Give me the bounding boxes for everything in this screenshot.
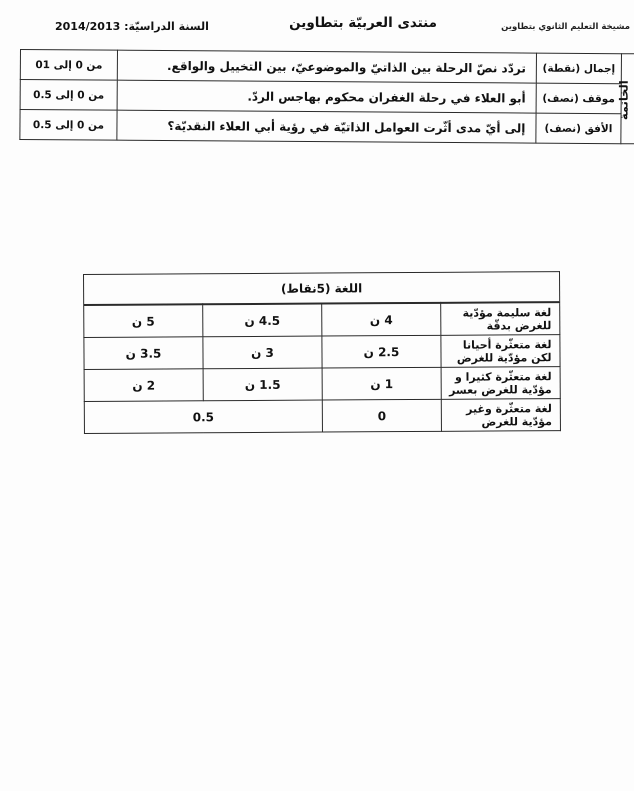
table-row <box>84 302 560 337</box>
header-school-year: السنة الدراسيّة: 2014/2013 <box>55 20 209 33</box>
table-row <box>84 272 560 305</box>
score-cell: 4.5 ن <box>203 304 322 337</box>
score-cell: 1 ن <box>322 367 441 400</box>
score-range: من 0 إلى 0.5 <box>20 80 117 111</box>
score-range: من 0 إلى 0.5 <box>20 110 117 141</box>
criterion-label: موقف (نصف) <box>536 83 621 114</box>
header-institution: مشيخة التعليم الثانوي بتطاوين <box>501 22 630 32</box>
language-level-desc: لغة متعثّرة كثيرا و مؤدّية للغرض بعسر <box>441 367 560 400</box>
conclusion-table <box>19 49 634 144</box>
score-cell: 0 <box>322 399 441 432</box>
score-cell: 5 ن <box>84 304 203 337</box>
language-level-desc: لغة متعثّرة وغير مؤدّية للغرض <box>441 399 560 432</box>
table-row <box>84 399 560 434</box>
table-row <box>20 80 634 114</box>
table-row <box>84 367 560 402</box>
language-level-desc: لغة سليمة مؤدّية للغرض بدقّة <box>441 302 560 335</box>
language-level-desc: لغة متعثّرة أحيانا لكن مؤدّية للغرض <box>441 335 560 368</box>
score-cell: 3 ن <box>203 336 322 369</box>
criterion-text: تردّد نصّ الرحلة بين الذاتيّ والموضوعيّ، بين التخييل والواقع. <box>117 50 536 83</box>
table-row <box>84 335 560 370</box>
table-row <box>20 110 634 144</box>
table-row <box>20 50 634 84</box>
score-cell: 2.5 ن <box>322 335 441 368</box>
criterion-label: الأفق (نصف) <box>536 113 621 144</box>
score-cell: 0.5 <box>84 400 322 433</box>
header-forum-title: منتدى العربيّة بتطاوين <box>289 15 437 31</box>
criterion-text: إلى أيّ مدى أثّرت العوامل الذاتيّة في رؤية أبي العلاء النقديّة؟ <box>117 110 536 143</box>
criterion-text: أبو العلاء في رحلة الغفران محكوم بهاجس الردّ. <box>117 80 536 113</box>
score-cell: 4 ن <box>322 303 441 336</box>
score-cell: 1.5 ن <box>203 368 322 401</box>
score-range: من 0 إلى 01 <box>20 50 117 81</box>
score-cell: 3.5 ن <box>84 337 203 370</box>
language-table-title: اللغة (5نقاط) <box>84 272 560 305</box>
criterion-label: إجمال (نقطة) <box>536 53 621 84</box>
conclusion-side-label: الخاتمة <box>616 80 631 121</box>
language-table <box>83 271 561 434</box>
conclusion-side-band <box>616 54 634 144</box>
score-cell: 2 ن <box>84 369 203 402</box>
